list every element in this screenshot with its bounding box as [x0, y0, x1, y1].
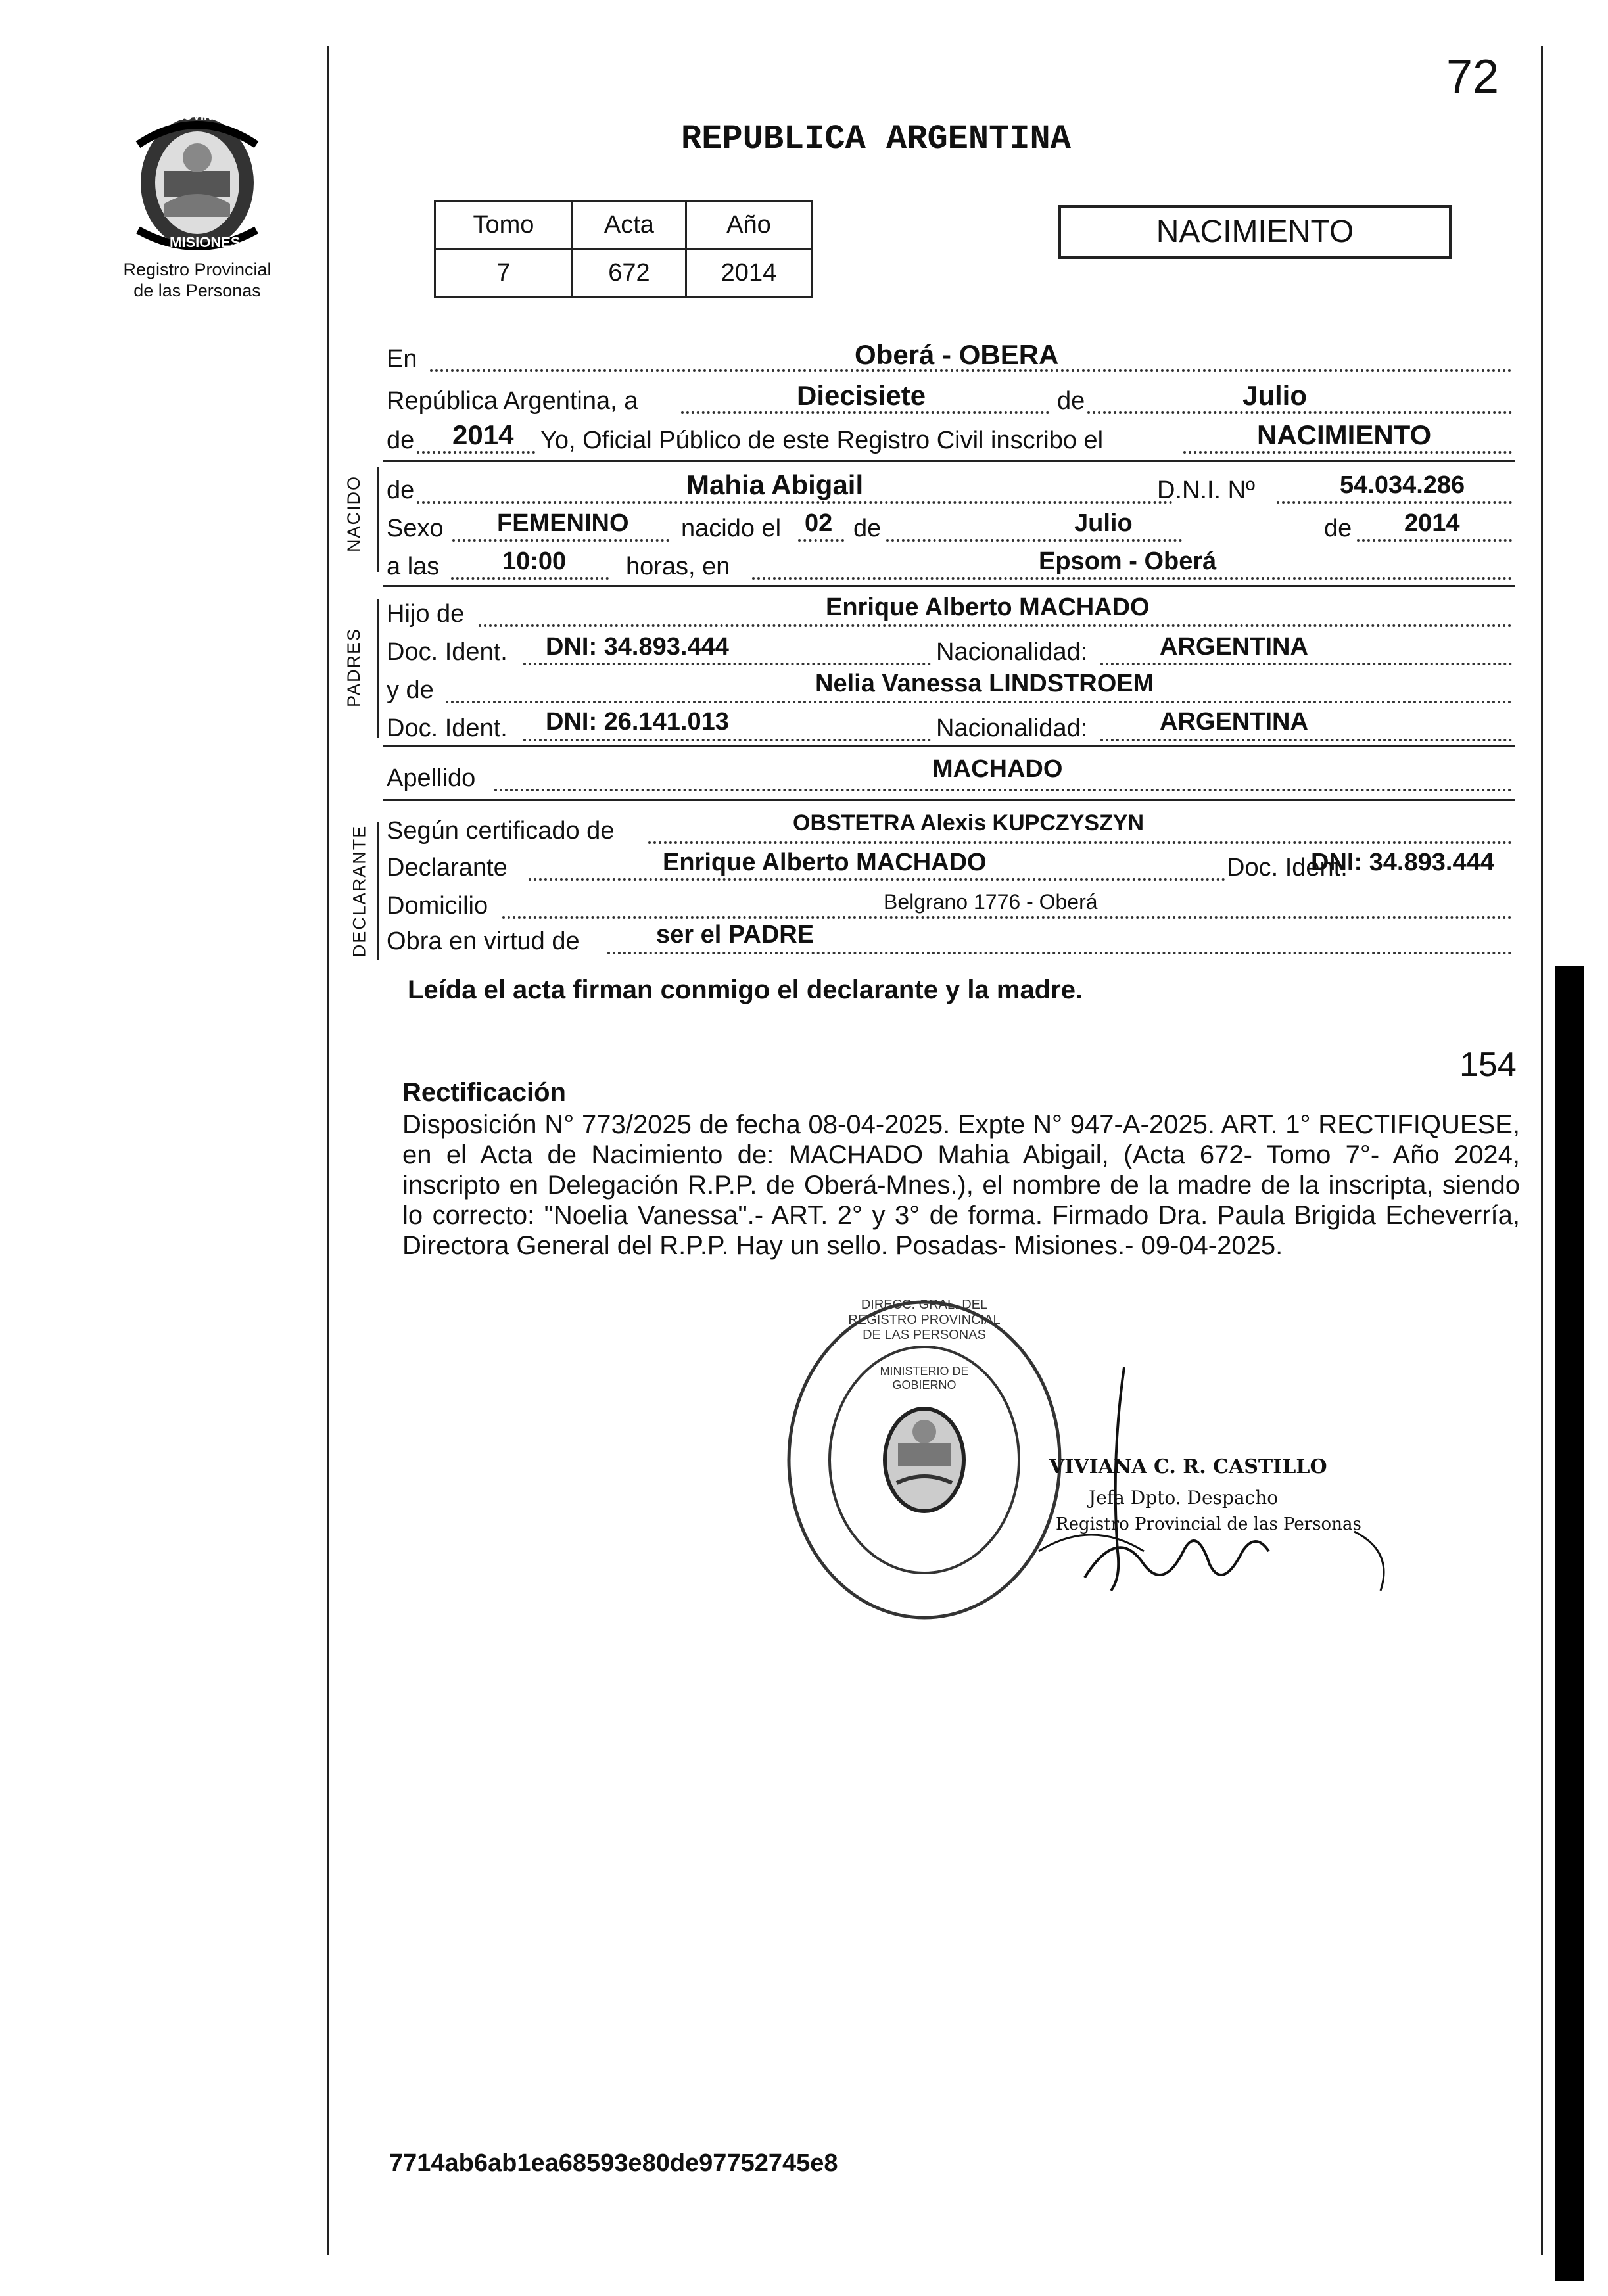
doc-type-box: NACIMIENTO [1058, 205, 1452, 259]
label-nacionalidad: Nacionalidad: [936, 638, 1088, 666]
row-en [387, 340, 1515, 377]
dotted-fill [648, 841, 1512, 844]
handwritten-signature [1012, 1354, 1407, 1617]
value-doc-padre: DNI: 34.893.444 [546, 633, 729, 661]
side-label-declarante: DECLARANTE [349, 824, 369, 958]
section-rule [383, 745, 1515, 747]
value-en: Oberá - OBERA [855, 339, 1059, 370]
dotted-fill [523, 663, 931, 665]
table-header-cell: Tomo [435, 201, 573, 250]
label-doc: Doc. Ident. [387, 715, 508, 742]
scan-edge-bar [1555, 966, 1584, 2281]
row-apellido [387, 755, 1515, 791]
label-nacido: nacido el [681, 515, 782, 542]
dotted-fill [1277, 501, 1512, 504]
value-padre: Enrique Alberto MACHADO [826, 594, 1150, 621]
value-hora: 10:00 [502, 548, 567, 575]
tomo-acta-anio-table [434, 200, 813, 298]
value-obra: ser el PADRE [656, 921, 815, 949]
label-de: de [853, 515, 882, 542]
value-doc-madre: DNI: 26.141.013 [546, 708, 729, 736]
value-nac-mes: Julio [1074, 509, 1133, 537]
label-doc: Doc. Ident. [387, 638, 508, 666]
section-rule [383, 460, 1515, 462]
signature-stamp-office: Registro Provincial de las Personas [1056, 1514, 1361, 1534]
table-row [435, 249, 812, 298]
dotted-fill [752, 577, 1512, 580]
right-margin-line [1541, 46, 1543, 2255]
row-certificado [387, 808, 1515, 845]
section-divider [377, 467, 379, 572]
dotted-fill [417, 501, 1173, 504]
label-de: de [387, 427, 415, 454]
label-obra: Obra en virtud de [387, 927, 580, 955]
dotted-fill [886, 539, 1182, 542]
row-sexo [387, 509, 1515, 546]
row-declarante [387, 848, 1515, 885]
value-dni: 54.034.286 [1340, 471, 1465, 499]
country-title: REPUBLICA ARGENTINA [681, 120, 1071, 158]
stamp-outer-text: DIRECC. GRAL. DEL REGISTRO PROVINCIAL DE LAS PERSONAS [848, 1298, 1001, 1342]
row-domicilio [387, 885, 1515, 922]
section-divider [377, 822, 379, 960]
label-dni: D.N.I. Nº [1157, 477, 1255, 504]
row-obra [387, 920, 1515, 957]
table-header-cell: Año [686, 201, 811, 250]
label-declarante: Declarante [387, 854, 508, 881]
value-certificado: OBSTETRA Alexis KUPCZYSZYN [793, 810, 1145, 835]
table-header-row [435, 201, 812, 250]
row-nombre [387, 471, 1515, 507]
label-en: En [387, 345, 417, 373]
label-de: de [1057, 387, 1085, 415]
leida-statement: Leída el acta firman conmigo el declarante y la madre. [408, 975, 1083, 1004]
label-nacionalidad: Nacionalidad: [936, 715, 1088, 742]
dotted-fill [681, 411, 1049, 414]
side-label-nacido: NACIDO [344, 475, 364, 553]
logo-caption-line2: de las Personas [133, 281, 261, 300]
table-header-cell: Acta [572, 201, 686, 250]
dotted-fill [523, 739, 931, 741]
stamp-inner-text: MINISTERIO DE GOBIERNO [880, 1365, 969, 1392]
value-apellido: MACHADO [932, 755, 1063, 783]
rectificacion-body: Disposición N° 773/2025 de fecha 08-04-2025. Expte N° 947-A-2025. ART. 1° RECTIFIQUESE, en el Acta de Nacimiento de: MACHADO Mahia Abigail, (Acta 672- Tomo 7°- Año 2024, inscripto en Delegación R.P.P. de Oberá-Mnes.), el nombre de la madre de la inscripta, siendo lo correcto: "Noelia Vanessa".- ART. 2° y 3° de forma. Firmado Dra. Paula Brigida Echeverría, Directora General del R.P.P. Hay un sello. Posadas- Misiones.- 09-04-2025. [402, 1110, 1520, 1260]
page-number: 72 [1446, 51, 1500, 103]
signature-stamp-name: VIVIANA C. R. CASTILLO [1049, 1455, 1327, 1478]
logo-caption [99, 259, 296, 301]
dotted-fill [1100, 739, 1512, 741]
dotted-fill [1087, 411, 1512, 414]
value-madre: Nelia Vanessa LINDSTROEM [815, 670, 1154, 697]
value-nac-anio: 2014 [1404, 509, 1460, 537]
row-republica [387, 381, 1515, 418]
row-inscribo [387, 421, 1515, 457]
section-rule [383, 799, 1515, 801]
label-yde: y de [387, 676, 434, 704]
dotted-fill [607, 952, 1512, 954]
label-domicilio: Domicilio [387, 892, 488, 920]
value-declarante: Enrique Alberto MACHADO [663, 849, 987, 876]
value-nacionalidad-padre: ARGENTINA [1160, 633, 1308, 661]
left-margin-line [327, 46, 329, 2255]
value-doc-declarante: DNI: 34.893.444 [1311, 849, 1494, 876]
value-lugar: Epsom - Oberá [1039, 548, 1217, 575]
dotted-fill [529, 878, 1225, 881]
dotted-fill [502, 916, 1512, 919]
row-padre [387, 593, 1515, 630]
label-horas: horas, en [626, 553, 730, 580]
rectificacion-number: 154 [1459, 1046, 1517, 1084]
value-anio: 2014 [452, 419, 514, 450]
dotted-fill [451, 577, 609, 580]
table-cell-tomo: 7 [435, 249, 573, 298]
signature-stamp-role: Jefa Dpto. Despacho [1089, 1487, 1279, 1509]
table-cell-acta: 672 [572, 249, 686, 298]
dotted-fill [479, 624, 1512, 627]
logo-caption-line1: Registro Provincial [123, 260, 272, 279]
label-republica: República Argentina, a [387, 387, 638, 415]
row-doc-madre [387, 707, 1515, 744]
table-cell-anio: 2014 [686, 249, 811, 298]
row-hora [387, 547, 1515, 584]
label-hijo: Hijo de [387, 600, 465, 628]
dotted-fill [452, 539, 669, 542]
value-sexo: FEMENINO [497, 509, 629, 537]
document-hash: 7714ab6ab1ea68593e80de97752745e8 [389, 2149, 838, 2177]
label-segun: Según certificado de [387, 817, 615, 845]
value-dia: Diecisiete [797, 380, 926, 411]
section-divider [377, 599, 379, 738]
dotted-fill [1183, 451, 1512, 454]
seal-text-top: PROVINCIA DE [167, 109, 252, 122]
dotted-fill [417, 451, 535, 454]
side-label-padres: PADRES [344, 627, 364, 708]
row-doc-padre [387, 632, 1515, 669]
seal-text-bottom: MISIONES [170, 234, 241, 250]
value-inscribo: NACIMIENTO [1257, 419, 1432, 450]
label-sexo: Sexo [387, 515, 444, 542]
dotted-fill [1357, 539, 1512, 542]
value-domicilio: Belgrano 1776 - Oberá [884, 890, 1098, 914]
dotted-fill [494, 789, 1512, 791]
label-doc: Doc. Ident. [1227, 854, 1348, 881]
value-nac-dia: 02 [805, 509, 833, 537]
section-rule [383, 585, 1515, 587]
label-alas: a las [387, 553, 440, 580]
dotted-fill [446, 701, 1512, 703]
dotted-fill [1100, 663, 1512, 665]
rectificacion-title: Rectificación [402, 1078, 566, 1107]
province-seal [125, 105, 270, 256]
label-apellido: Apellido [387, 764, 476, 792]
value-nacionalidad-madre: ARGENTINA [1160, 708, 1308, 736]
dotted-fill [798, 539, 844, 542]
value-mes: Julio [1242, 380, 1308, 411]
value-nombre: Mahia Abigail [686, 469, 864, 500]
oficial-text: Yo, Oficial Público de este Registro Civil inscribo el [540, 427, 1104, 454]
label-de: de [387, 477, 415, 504]
label-de: de [1324, 515, 1352, 542]
row-madre [387, 669, 1515, 706]
